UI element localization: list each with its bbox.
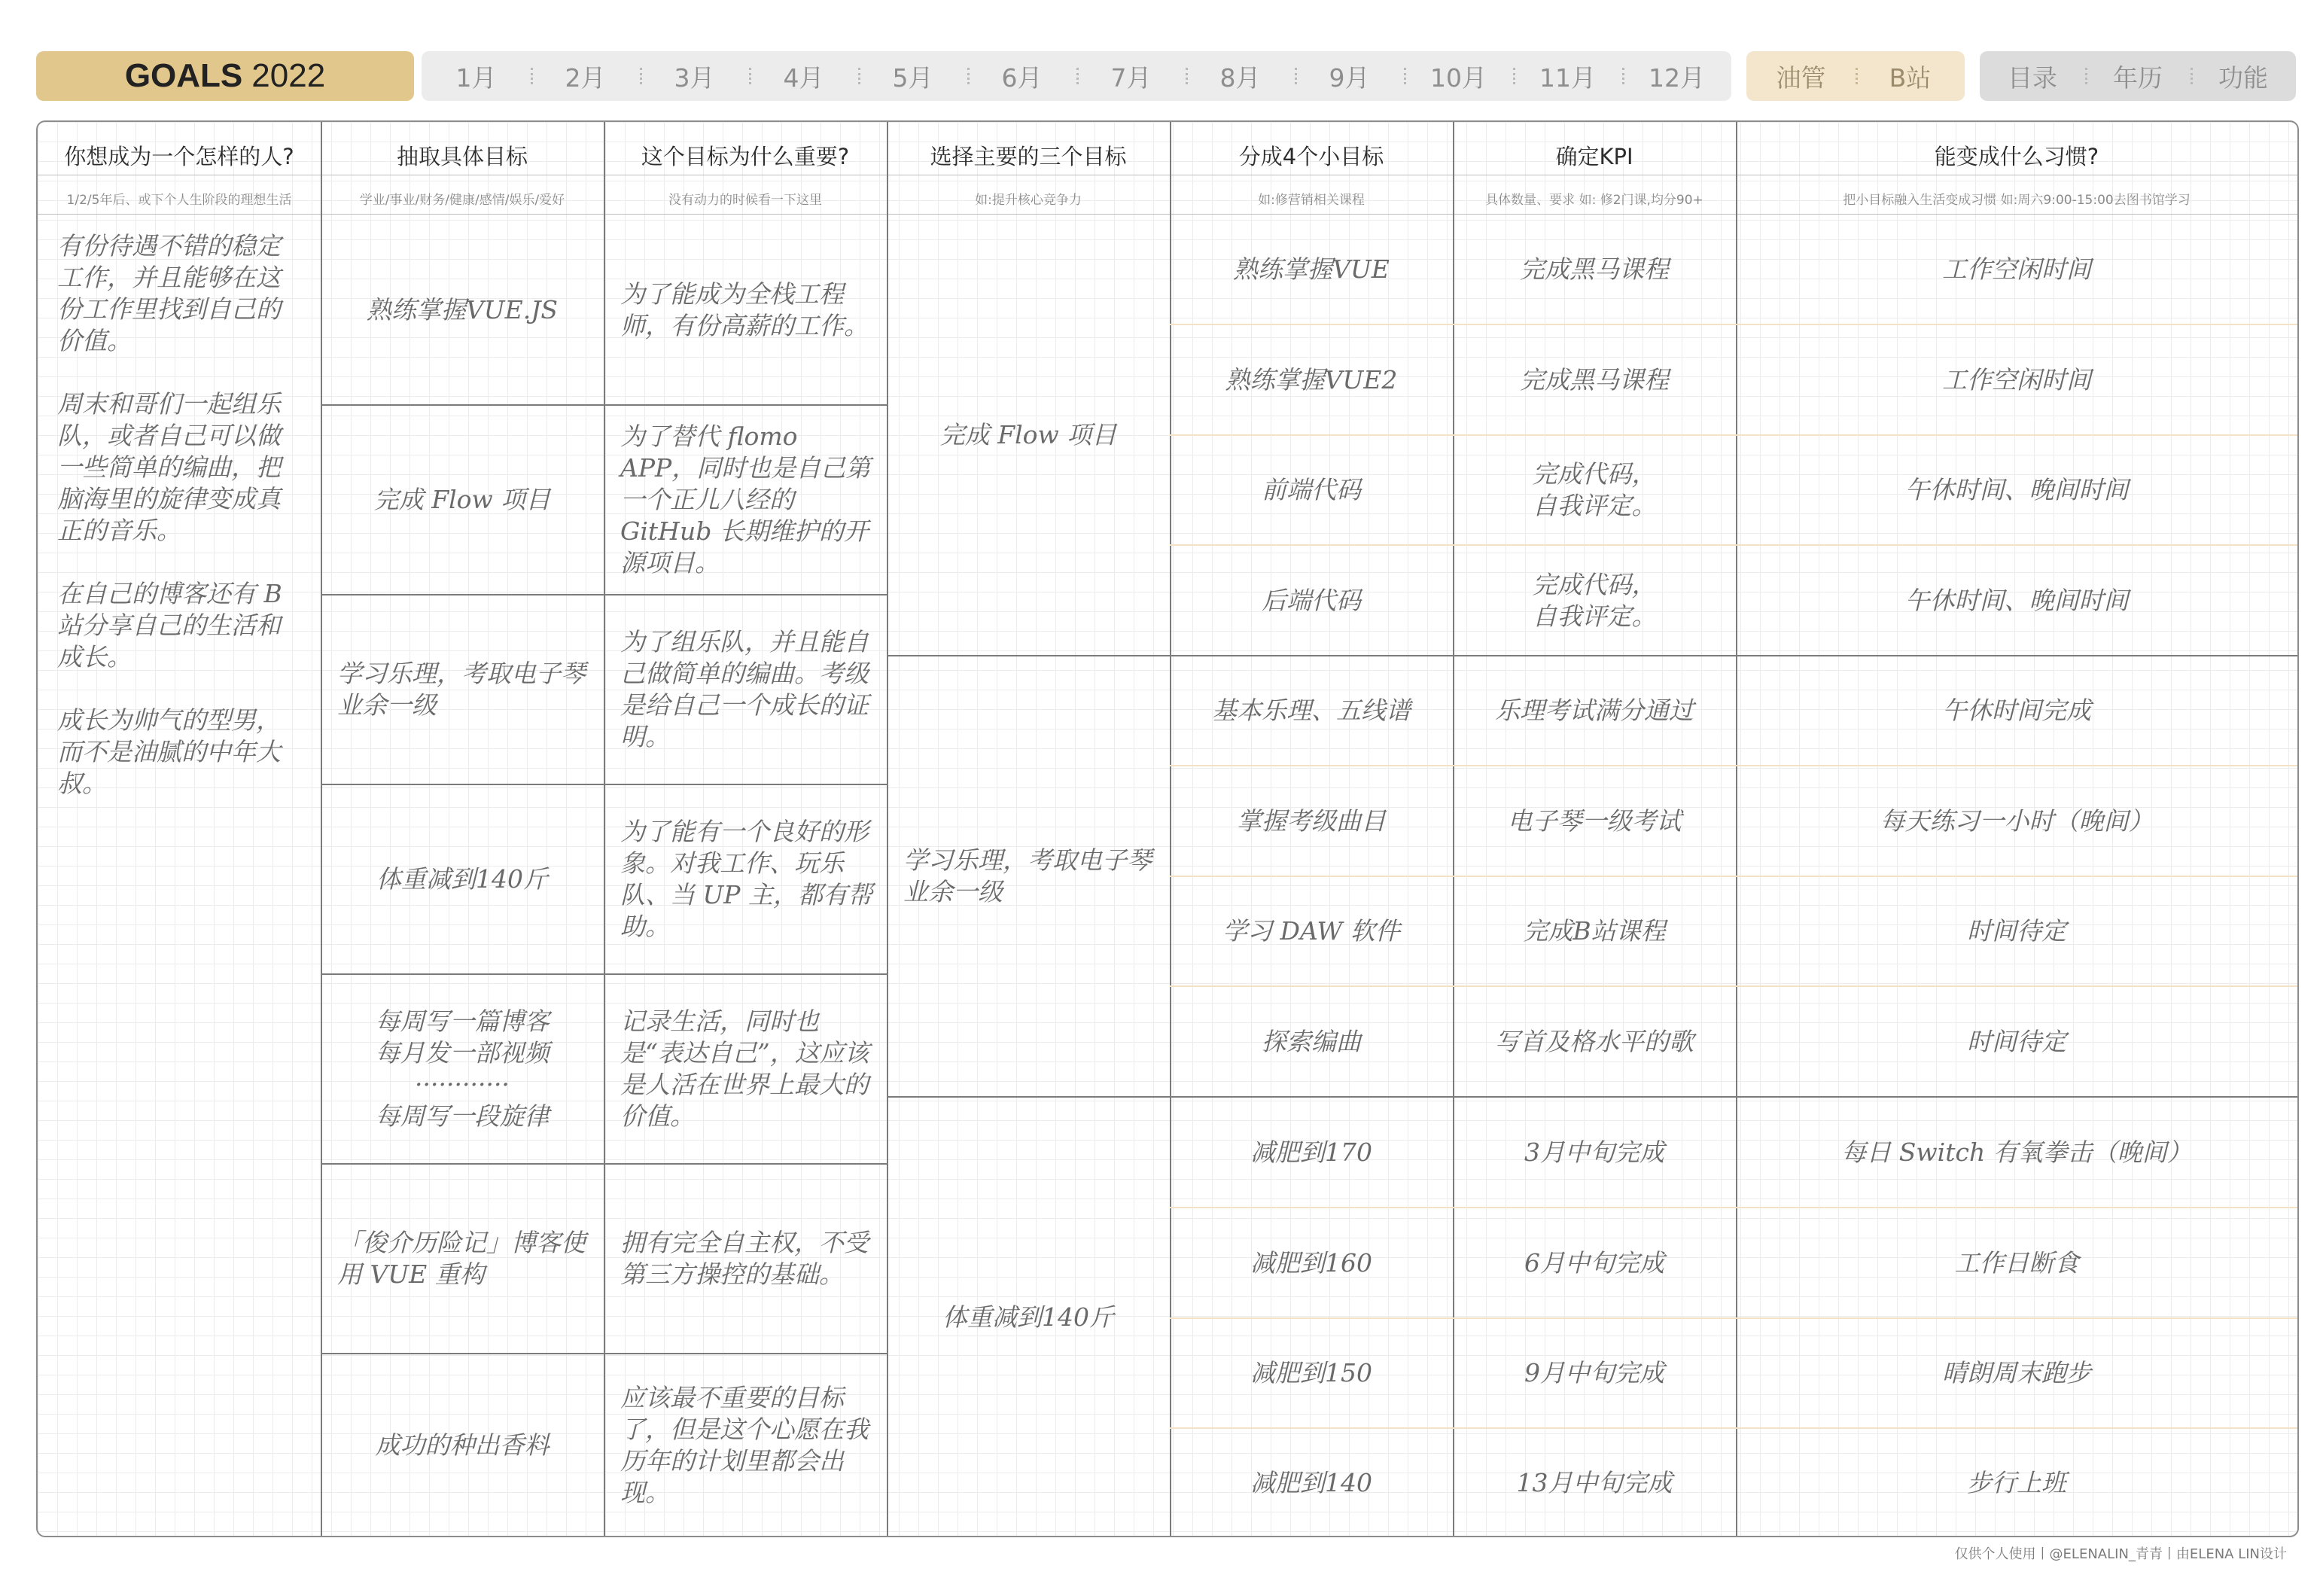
- habit-cell[interactable]: 时间待定: [1967, 1026, 2066, 1056]
- subgoal-cell[interactable]: 掌握考级曲目: [1237, 806, 1386, 836]
- kpi-cell[interactable]: 6月中旬完成: [1524, 1247, 1664, 1278]
- reason-3[interactable]: 为了组乐队，并且能自己做简单的编曲。考级是给自己一个成长的证明。: [620, 626, 869, 751]
- goals-board: [36, 120, 2299, 1537]
- specific-goal-1[interactable]: 熟练掌握VUE.JS: [366, 294, 559, 324]
- column-header-habits: [1736, 122, 2297, 214]
- column-header-subgoals: [1170, 122, 1453, 214]
- column-title: 能变成什么习惯?: [1934, 144, 2099, 169]
- column-subtitle: 1/2/5年后、或下个人生阶段的理想生活: [66, 193, 292, 208]
- tab-month-11[interactable]: 11月: [1513, 51, 1622, 101]
- kpi-cell[interactable]: 13月中旬完成: [1516, 1468, 1673, 1497]
- social-tabs: [1746, 51, 1965, 101]
- tab-month-9[interactable]: 9月: [1295, 51, 1404, 101]
- brand-title-year: 2022: [251, 57, 326, 94]
- column-header-reasons: [604, 122, 887, 214]
- subgoal-cell[interactable]: 探索编曲: [1262, 1026, 1361, 1056]
- subgoal-cell[interactable]: 后端代码: [1262, 585, 1361, 615]
- kpi-cell[interactable]: 完成黑马课程: [1520, 254, 1669, 284]
- column-header-persona: [38, 122, 321, 214]
- footer-credit: 仅供个人使用丨@ELENALIN_青青丨由ELENA LIN设计: [1954, 1546, 2287, 1562]
- column-title: 你想成为一个怎样的人?: [64, 144, 294, 169]
- tab-calendar[interactable]: 年历: [2085, 51, 2191, 101]
- subgoal-cell[interactable]: 基本乐理、五线谱: [1212, 696, 1411, 725]
- column-header-main-goals: [887, 122, 1170, 214]
- kpi-cell[interactable]: 9月中旬完成: [1524, 1358, 1664, 1387]
- reason-2[interactable]: 为了替代 flomo APP，同时也是自己第一个正儿八经的 GitHub 长期维护的开源项目。: [620, 421, 871, 577]
- reason-7[interactable]: 应该最不重要的目标了，但是这个心愿在我历年的计划里都会出现。: [620, 1383, 869, 1507]
- specific-goal-7[interactable]: 成功的种出香料: [375, 1430, 550, 1460]
- specific-goal-5[interactable]: 每周写一篇博客 每月发一部视频 ············ 每周写一段旋律: [375, 1006, 550, 1131]
- tab-month-7[interactable]: 7月: [1076, 51, 1186, 101]
- habit-cell[interactable]: 晴朗周末跑步: [1942, 1358, 2091, 1387]
- habit-cell[interactable]: 步行上班: [1967, 1468, 2066, 1497]
- tab-month-2[interactable]: 2月: [531, 51, 640, 101]
- tab-month-4[interactable]: 4月: [749, 51, 858, 101]
- reason-5[interactable]: 记录生活，同时也是“表达自己”，这应该是人活在世界上最大的价值。: [620, 1006, 869, 1131]
- tab-contents[interactable]: 目录: [2008, 62, 2057, 93]
- habit-cell[interactable]: 每天练习一小时（晚间）: [1880, 806, 2154, 836]
- column-subtitle: 没有动力的时候看一下这里: [668, 193, 822, 208]
- kpi-cell[interactable]: 乐理考试满分通过: [1495, 696, 1694, 725]
- tab-month-3[interactable]: 3月: [640, 51, 749, 101]
- column-subtitle: 如:修营销相关课程: [1258, 193, 1365, 208]
- kpi-cell[interactable]: 完成黑马课程: [1520, 364, 1669, 394]
- habit-cell[interactable]: 工作日断食: [1954, 1247, 2079, 1278]
- brand-title[interactable]: [36, 51, 414, 101]
- main-goal-2[interactable]: 学习乐理，考取电子琴业余一级: [903, 845, 1152, 906]
- tab-month-8[interactable]: 8月: [1186, 51, 1295, 101]
- brand-title-bold: GOALS: [124, 57, 243, 94]
- subgoal-cell[interactable]: 学习 DAW 软件: [1222, 916, 1400, 946]
- kpi-cell[interactable]: 3月中旬完成: [1524, 1137, 1664, 1167]
- column-title: 选择主要的三个目标: [930, 144, 1127, 169]
- habit-cell[interactable]: 工作空闲时间: [1942, 254, 2091, 284]
- tab-month-1[interactable]: 1月: [455, 62, 497, 93]
- tab-month-12[interactable]: 12月: [1622, 51, 1731, 101]
- subgoal-cell[interactable]: 减肥到140: [1250, 1468, 1372, 1497]
- column-title: 抽取具体目标: [396, 144, 528, 169]
- month-tabs: [422, 51, 1731, 101]
- specific-goal-6[interactable]: 「俊介历险记」博客使用 VUE 重构: [337, 1227, 586, 1289]
- column-subtitle: 学业/事业/财务/健康/感情/娱乐/爱好: [359, 193, 565, 208]
- kpi-cell[interactable]: 完成代码， 自我评定。: [1532, 459, 1657, 520]
- subgoal-cell[interactable]: 减肥到150: [1250, 1358, 1372, 1387]
- subgoal-cell[interactable]: 前端代码: [1262, 475, 1361, 504]
- specific-goal-3[interactable]: 学习乐理，考取电子琴业余一级: [337, 658, 586, 720]
- reason-1[interactable]: 为了能成为全栈工程师，有份高薪的工作。: [620, 279, 869, 340]
- column-header-specific-goals: [321, 122, 604, 214]
- tab-month-6[interactable]: 6月: [967, 51, 1076, 101]
- column-subtitle: 如:提升核心竞争力: [975, 193, 1082, 208]
- kpi-cell[interactable]: 电子琴一级考试: [1507, 806, 1682, 836]
- column-title: 这个目标为什么重要?: [641, 144, 850, 169]
- habit-cell[interactable]: 时间待定: [1967, 916, 2066, 946]
- specific-goal-4[interactable]: 体重减到140斤: [376, 863, 548, 894]
- reason-6[interactable]: 拥有完全自主权，不受第三方操控的基础。: [620, 1227, 869, 1289]
- habit-cell[interactable]: 午休时间完成: [1942, 696, 2091, 725]
- habit-cell[interactable]: 每日 Switch 有氧拳击（晚间）: [1841, 1137, 2192, 1167]
- tab-month-5[interactable]: 5月: [858, 51, 967, 101]
- specific-goal-2[interactable]: 完成 Flow 项目: [373, 484, 551, 514]
- tab-youtube[interactable]: 油管: [1776, 62, 1826, 93]
- habit-cell[interactable]: 工作空闲时间: [1942, 364, 2091, 394]
- tab-bilibili[interactable]: B站: [1856, 51, 1965, 101]
- kpi-cell[interactable]: 写首及格水平的歌: [1495, 1026, 1694, 1056]
- kpi-cell[interactable]: 完成代码， 自我评定。: [1532, 569, 1657, 631]
- kpi-cell[interactable]: 完成B站课程: [1523, 916, 1666, 946]
- subgoal-cell[interactable]: 减肥到160: [1250, 1247, 1372, 1278]
- main-goal-1[interactable]: 完成 Flow 项目: [939, 420, 1117, 449]
- column-title: 分成4个小目标: [1238, 144, 1384, 169]
- tab-month-10[interactable]: 10月: [1404, 51, 1513, 101]
- tab-functions[interactable]: 功能: [2191, 51, 2296, 101]
- subgoal-cell[interactable]: 减肥到170: [1250, 1137, 1372, 1167]
- habit-cell[interactable]: 午休时间、晚间时间: [1904, 585, 2129, 615]
- subgoal-cell[interactable]: 熟练掌握VUE2: [1225, 364, 1398, 394]
- reason-4[interactable]: 为了能有一个良好的形象。对我工作、玩乐队、当 UP 主，都有帮助。: [620, 816, 872, 941]
- subgoal-cell[interactable]: 熟练掌握VUE: [1233, 254, 1390, 284]
- main-goal-3[interactable]: 体重减到140斤: [942, 1302, 1114, 1332]
- persona-text[interactable]: 有份待遇不错的稳定工作，并且能够在这份工作里找到自己的价值。 周末和哥们一起组乐队，或者自己可以做一些简单的编曲，把脑海里的旋律变成真正的音乐。 在自己的博客还有 B 站分享自己的生活和成长。 成长为帅气的型男，而不是油腻的中年大叔。: [57, 231, 282, 798]
- column-subtitle: 具体数量、要求 如: 修2门课,均分90+: [1485, 193, 1703, 208]
- column-subtitle: 把小目标融入生活变成习惯 如:周六9:00-15:00去图书馆学习: [1843, 193, 2191, 208]
- misc-tabs: [1980, 51, 2296, 101]
- header-divider: [38, 214, 2297, 215]
- column-header-kpi: [1453, 122, 1736, 214]
- habit-cell[interactable]: 午休时间、晚间时间: [1904, 475, 2129, 504]
- column-title: 确定KPI: [1555, 144, 1633, 169]
